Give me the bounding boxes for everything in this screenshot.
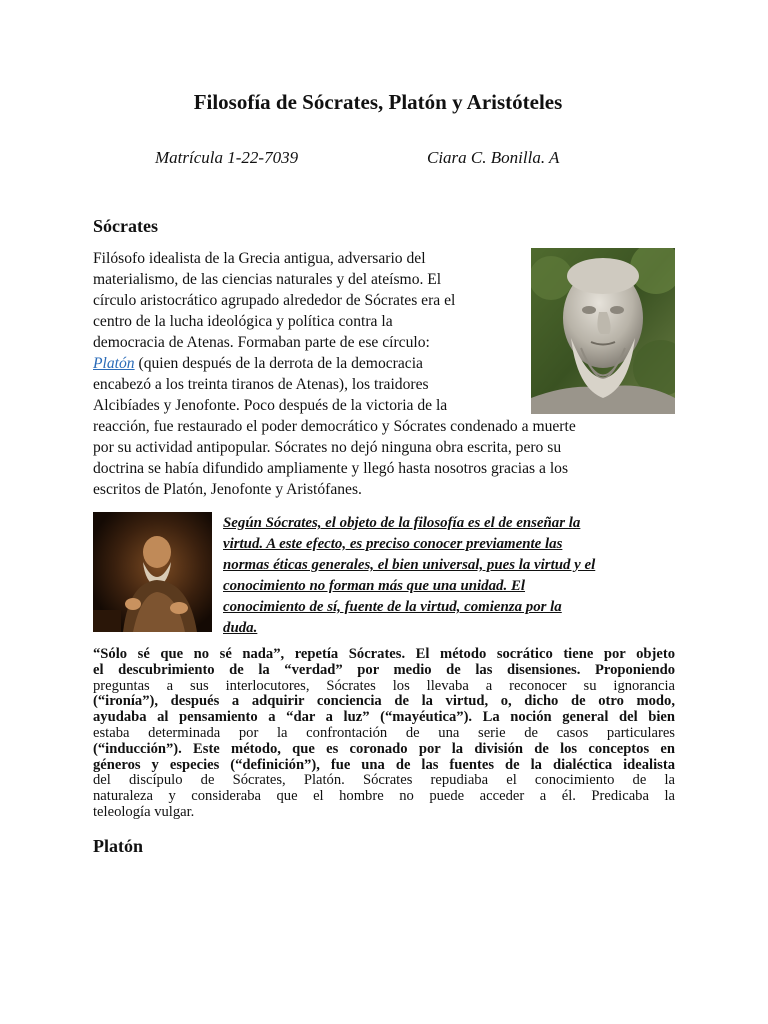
quote-line: normas éticas generales, el bien universal, pues la virtud y el [223, 557, 596, 573]
body-line: “Sólo sé que no sé nada”, repetía Sócrates. El método socrático tiene por objeto [93, 646, 675, 662]
paragraph-line: Alcibíades y Jenofonte. Poco después de la victoria de la [93, 397, 448, 414]
body-line: géneros y especies (“definición”), fue una de las fuentes de la dialéctica idealista [93, 756, 675, 773]
quote-line: conocimiento no forman más que una unidad. El [223, 578, 526, 594]
body-line: estaba determinada por la confrontación de una serie de casos particulares [93, 724, 675, 741]
paragraph-line: democracia de Atenas. Formaban parte de ese círculo: [93, 334, 430, 351]
body-line: (“inducción”). Este método, que es coronado por la división de los conceptos en [93, 740, 675, 757]
body-line: del discípulo de Sócrates, Platón. Sócrates repudiaba el conocimiento de la [93, 772, 675, 789]
paragraph-line: doctrina se había difundido ampliamente y llegó hasta nosotros gracias a los [93, 460, 569, 477]
paragraph-line: centro de la lucha ideológica y política contra la [93, 313, 393, 330]
paragraph-line: círculo aristocrático agrupado alrededor de Sócrates era el [93, 292, 456, 309]
paragraph-line: encabezó a los treinta tiranos de Atenas), los traidores [93, 376, 429, 393]
section-heading-platon: Platón [93, 836, 144, 856]
author-name: Ciara C. Bonilla. A [427, 148, 560, 167]
body-line: teleología vulgar. [93, 803, 195, 820]
paragraph-line-text: (quien después de la derrota de la democracia [138, 355, 423, 372]
quote-line: conocimiento de sí, fuente de la virtud, comienza por la [223, 599, 562, 615]
body-line: naturaleza y consideraba que el hombre no puede acceder a él. Predicaba la [93, 788, 675, 805]
paragraph-line: Filósofo idealista de la Grecia antigua, adversario del [93, 250, 426, 267]
body-line: preguntas a sus interlocutores, Sócrates los llevaba a reconocer su ignorancia [93, 677, 675, 694]
document-title: Filosofía de Sócrates, Platón y Aristóteles [193, 90, 563, 114]
quote-line: duda. [223, 620, 258, 636]
socrates-quote [223, 513, 678, 639]
socratic-method-paragraph [93, 647, 675, 821]
paragraph-line: reacción, fue restaurado el poder democrático y Sócrates condenado a muerte [93, 418, 576, 435]
quote-line: Según Sócrates, el objeto de la filosofía es el de enseñar la [223, 515, 581, 531]
paragraph-line: por su actividad antipopular. Sócrates no dejó ninguna obra escrita, pero su [93, 439, 562, 456]
socrates-painting-illustration [93, 512, 212, 632]
body-line: el descubrimiento de la “verdad” por medio de las disensiones. Proponiendo [93, 661, 675, 678]
socrates-bust-illustration [531, 248, 675, 414]
body-line: (“ironía”), después a adquirir conciencia de la virtud, o, dicho de otro modo, [93, 693, 675, 710]
quote-line: virtud. A este efecto, es preciso conocer previamente las [223, 536, 563, 552]
body-line: ayudaba al pensamiento a “dar a luz” (“mayéutica”). La noción general del bien [93, 709, 675, 726]
socrates-bust-image [531, 248, 675, 414]
matricula-label: Matrícula 1-22-7039 [155, 148, 299, 167]
paragraph-line: escritos de Platón, Jenofonte y Aristófanes. [93, 481, 362, 498]
socrates-painting-image [93, 512, 212, 632]
platon-link[interactable]: Platón [93, 355, 135, 372]
section-heading-socrates: Sócrates [93, 216, 158, 236]
paragraph-line: materialismo, de las ciencias naturales y del ateísmo. El [93, 271, 442, 288]
